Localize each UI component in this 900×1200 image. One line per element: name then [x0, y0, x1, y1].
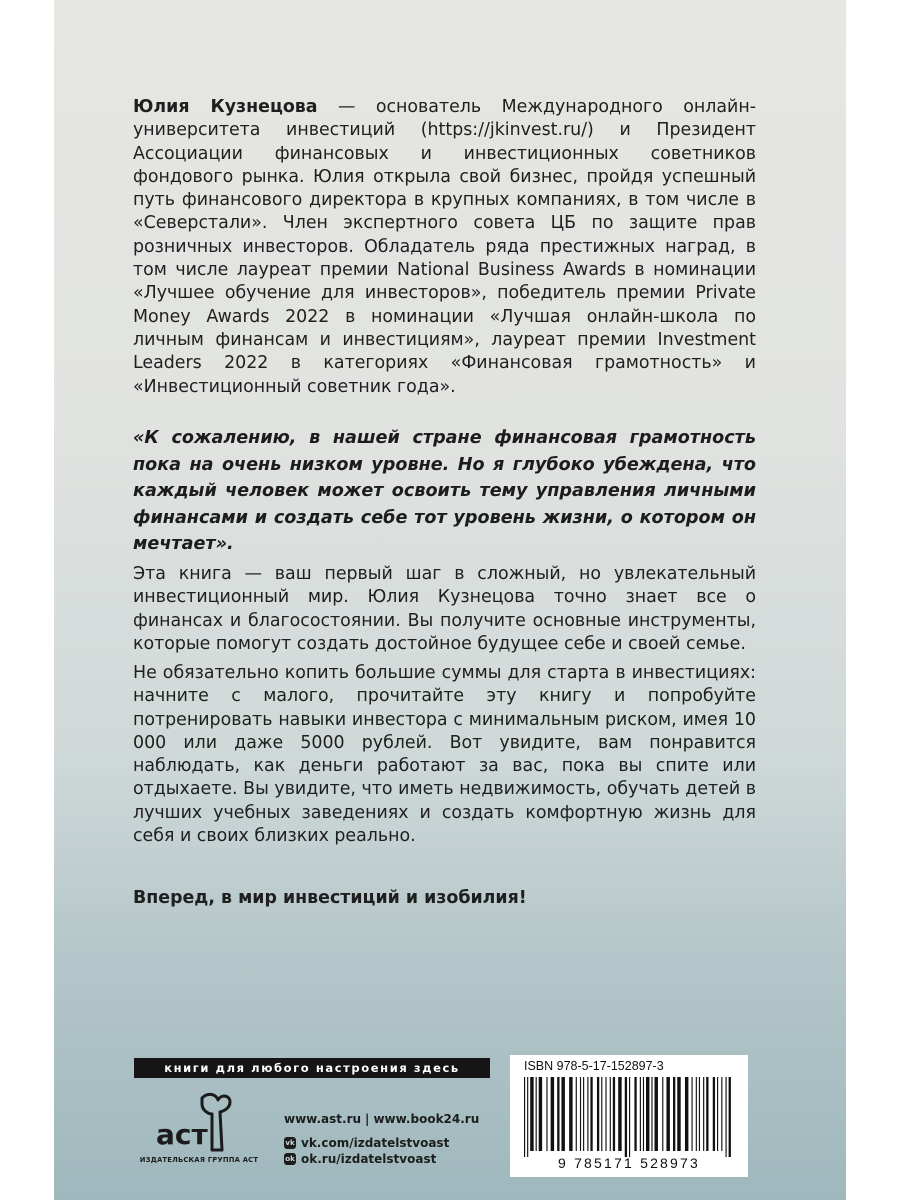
barcode-bar [590, 1077, 592, 1151]
barcode-bar [699, 1077, 700, 1151]
barcode-bar [685, 1077, 688, 1151]
barcode-bar [536, 1077, 537, 1151]
author-bio-text: — основатель Международного онлайн-университета инвестиций (https://jkinvest.ru/) и Президент Ассоциации финансовых и инвестиционных советников фондового рынка. Юлия открыла свой бизнес, пройдя успешный путь финансового директора в крупных компаниях, в том числе в «Северстали». Член экспертного совета ЦБ по защите прав розничных инвесторов. Обладатель ряда престижных наград, в том числе лауреат премии National Business Awards в номинации «Лучшее обучение для инвесторов», победитель премии Private Money Awards 2022 в номинации «Лучшая онлайн-школа по личным финансам и инвестициям», лауреат премии Investment Leaders 2022 в категориях «Финансовая грамотность» и «Инвестиционный советник года». [133, 97, 756, 397]
barcode-bar [605, 1077, 606, 1151]
barcode-bar [655, 1077, 658, 1151]
barcode-bar [551, 1077, 554, 1151]
barcode-bar [597, 1077, 599, 1151]
barcode-bar [557, 1077, 559, 1151]
barcode-digits: 9 785171 528973 [558, 1155, 700, 1171]
barcode-bar [706, 1077, 708, 1151]
barcode-bar [618, 1077, 621, 1151]
barcode-bar [651, 1077, 652, 1151]
barcode-bar [546, 1077, 547, 1151]
barcode-bar [703, 1077, 704, 1151]
barcode-bar [662, 1077, 663, 1151]
barcode-bar [583, 1077, 584, 1151]
barcode-bar [634, 1077, 636, 1151]
barcode-bar [625, 1077, 627, 1157]
ok-link[interactable] [284, 1152, 436, 1166]
vk-url: vk.com/izdatelstvoast [301, 1136, 450, 1150]
barcode-bar [601, 1077, 602, 1151]
isbn-barcode-box [510, 1055, 748, 1177]
websites [284, 1112, 479, 1126]
barcode-bar [717, 1077, 718, 1151]
description-paragraph-2: Не обязательно копить большие суммы для старта в инвестициях: начните с малого, прочитайте эту книгу и попробуйте потренировать навыки инвестора с минимальным риском, имея 10 000 или даже 5000 рублей. Вот увидите, вам понравится наблюдать, как деньги работают за вас, пока вы спите или отдыхаете. Вы увидите, что иметь недвижимость, обучать детей в лучших учебных заведениях и создать комфортную жизнь для себя и своих близких реально. [133, 663, 756, 847]
barcode-bar [643, 1077, 644, 1151]
publisher-name: ИЗДАТЕЛЬСКАЯ ГРУППА АСТ [139, 1156, 259, 1164]
barcode-bar [569, 1077, 572, 1151]
author-quote: «К сожалению, в нашей стране финансовая грамотность пока на очень низком уровне. Но я глубоко убеждена, что каждый человек может освоить тему управления личными финансами и создать себе тот уровень жизни, о котором он мечтает». [133, 428, 756, 554]
ok-url: ok.ru/izdatelstvoast [301, 1152, 437, 1166]
promo-banner: книги для любого настроения здесь [134, 1058, 490, 1078]
barcode [518, 1077, 740, 1157]
ast-logo-icon [150, 1090, 248, 1154]
barcode-bar [613, 1077, 615, 1151]
barcode-bar [677, 1077, 680, 1151]
barcode-bar [692, 1077, 693, 1151]
barcode-bar [576, 1077, 577, 1151]
barcode-bar [561, 1077, 564, 1151]
vk-icon: vk [285, 1139, 295, 1147]
barcode-bar [524, 1077, 525, 1157]
barcode-bar [610, 1077, 611, 1151]
call-to-action: Вперед, в мир инвестиций и изобилия! [133, 888, 527, 908]
book-back-cover [54, 0, 846, 1200]
site-ast-link[interactable]: www.ast.ru [284, 1112, 362, 1126]
barcode-bar [713, 1077, 715, 1151]
barcode-bar [666, 1077, 669, 1151]
barcode-bar [587, 1077, 588, 1151]
barcode-bar [580, 1077, 581, 1151]
barcode-bar [726, 1077, 727, 1157]
author-name: Юлия Кузнецова [133, 97, 318, 117]
vk-link[interactable] [284, 1136, 449, 1150]
description-paragraph-1: Эта книга — ваш первый шаг в сложный, но увлекательный инвестиционный мир. Юлия Кузнецова точно знает все о финансах и благосостоянии. Вы получите основные инструменты, которые помогут создать достойное будущее себе и своей семье. [133, 564, 756, 654]
barcode-bar [629, 1077, 630, 1157]
barcode-bar [530, 1077, 533, 1151]
barcode-bar [721, 1077, 722, 1151]
author-bio [133, 96, 756, 399]
separator: | [365, 1112, 370, 1126]
site-book24-link[interactable]: www.book24.ru [373, 1112, 480, 1126]
barcode-bar [527, 1077, 528, 1157]
barcode-bar [539, 1077, 542, 1151]
barcode-bar [673, 1077, 675, 1151]
barcode-bar [640, 1077, 641, 1151]
isbn-label: ISBN 978-5-17-152897-3 [524, 1059, 664, 1073]
barcode-bar [696, 1077, 697, 1151]
barcode-bar [729, 1077, 731, 1157]
logo-text: аст [156, 1118, 208, 1151]
ok-icon: ok [285, 1155, 295, 1163]
barcode-bar [646, 1077, 649, 1151]
